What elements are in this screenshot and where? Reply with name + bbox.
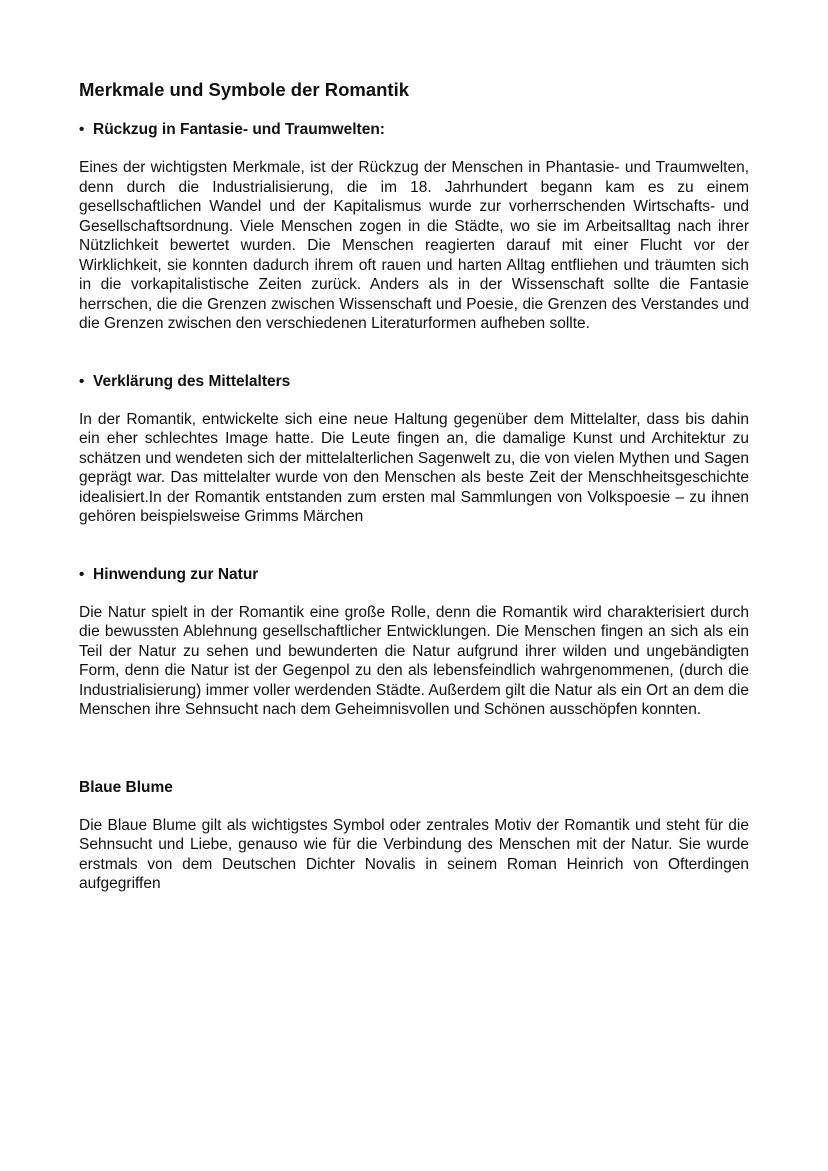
bullet-icon: • [79, 121, 85, 138]
section-heading-blaue-blume [79, 778, 749, 798]
section-heading-label: Rückzug in Fantasie- und Traumwelten: [93, 121, 385, 138]
page-title: Merkmale und Symbole der Romantik [79, 79, 410, 100]
section-heading-label: Blaue Blume [79, 778, 173, 796]
section-paragraph-mittelalter: In der Romantik, entwickelte sich eine neue Haltung gegenüber dem Mittelalter, dass bis dahin ein eher schlechtes Image hatte. Die Leute fingen an, die damalige Kunst und Architektur zu schätzen und wendeten sich der mittelalterlichen Sagenwelt zu, die von vielen Mythen und Sagen geprägt war. Das mittelalter wurde von den Menschen als beste Zeit der Menschheitsgeschichte idealisiert.In der Romantik entstanden zum ersten mal Sammlungen von Volkspoesie – zu ihnen gehören beispielsweise Grimms Märchen [79, 410, 749, 525]
bullet-icon: • [79, 372, 85, 390]
bullet-icon: • [79, 565, 85, 583]
section-paragraph-natur: Die Natur spielt in der Romantik eine große Rolle, denn die Romantik wird charakterisiert durch die bewussten Ablehnung gesellschaftlicher Entwicklungen. Die Menschen fingen an sich als ein Teil der Natur zu sehen und bewunderten die Natur aufgrund ihrer wilden und ungebändigten Form, denn die Natur ist der Gegenpol zu den als lebensfeindlich wahrgenommenen, (durch die Industrialisierung) immer voller werdenden Städte. Außerdem gilt die Natur als ein Ort an dem die Menschen ihre Sehnsucht nach dem Geheimnisvollen und Schönen ausschöpfen konnten. [79, 603, 749, 718]
section-heading-mittelalter [79, 372, 749, 392]
section-heading-label: Hinwendung zur Natur [93, 565, 259, 583]
section-paragraph-blaue-blume: Die Blaue Blume gilt als wichtigstes Symbol oder zentrales Motiv der Romantik und steht für die Sehnsucht und Liebe, genauso wie für die Verbindung des Menschen mit der Natur. Sie wurde erstmals von dem Deutschen Dichter Novalis in seinem Roman Heinrich von Ofterdingen aufgegriffen [79, 816, 749, 892]
section-heading-rueckzug [79, 120, 749, 140]
document-page [79, 78, 749, 894]
section-heading-label: Verklärung des Mittelalters [93, 372, 291, 390]
section-heading-natur [79, 565, 749, 585]
section-paragraph-rueckzug: Eines der wichtigsten Merkmale, ist der Rückzug der Menschen in Phantasie- und Traumwelten, denn durch die Industrialisierung, die im 18. Jahrhundert begann kam es zu einem gesellschaftlichen Wandel und der Kapitalismus wurde zur vorherrschenden Wirtschafts- und Gesellschaftsordnung. Viele Menschen zogen in die Städte, wo sie im Arbeitsalltag nach ihrer Nützlichkeit bewertet wurden. Die Menschen reagierten darauf mit einer Flucht vor der Wirklichkeit, sie konnten dadurch ihrem oft rauen und harten Alltag entfliehen und träumten sich in die vorkapitalistische Zeiten zurück. Anders als in der Wissenschaft sollte die Fantasie herrschen, die die Grenzen zwischen Wissenschaft und Poesie, die Grenzen des Verstandes und die Grenzen zwischen den verschiedenen Literaturformen aufheben sollte. [79, 159, 749, 332]
